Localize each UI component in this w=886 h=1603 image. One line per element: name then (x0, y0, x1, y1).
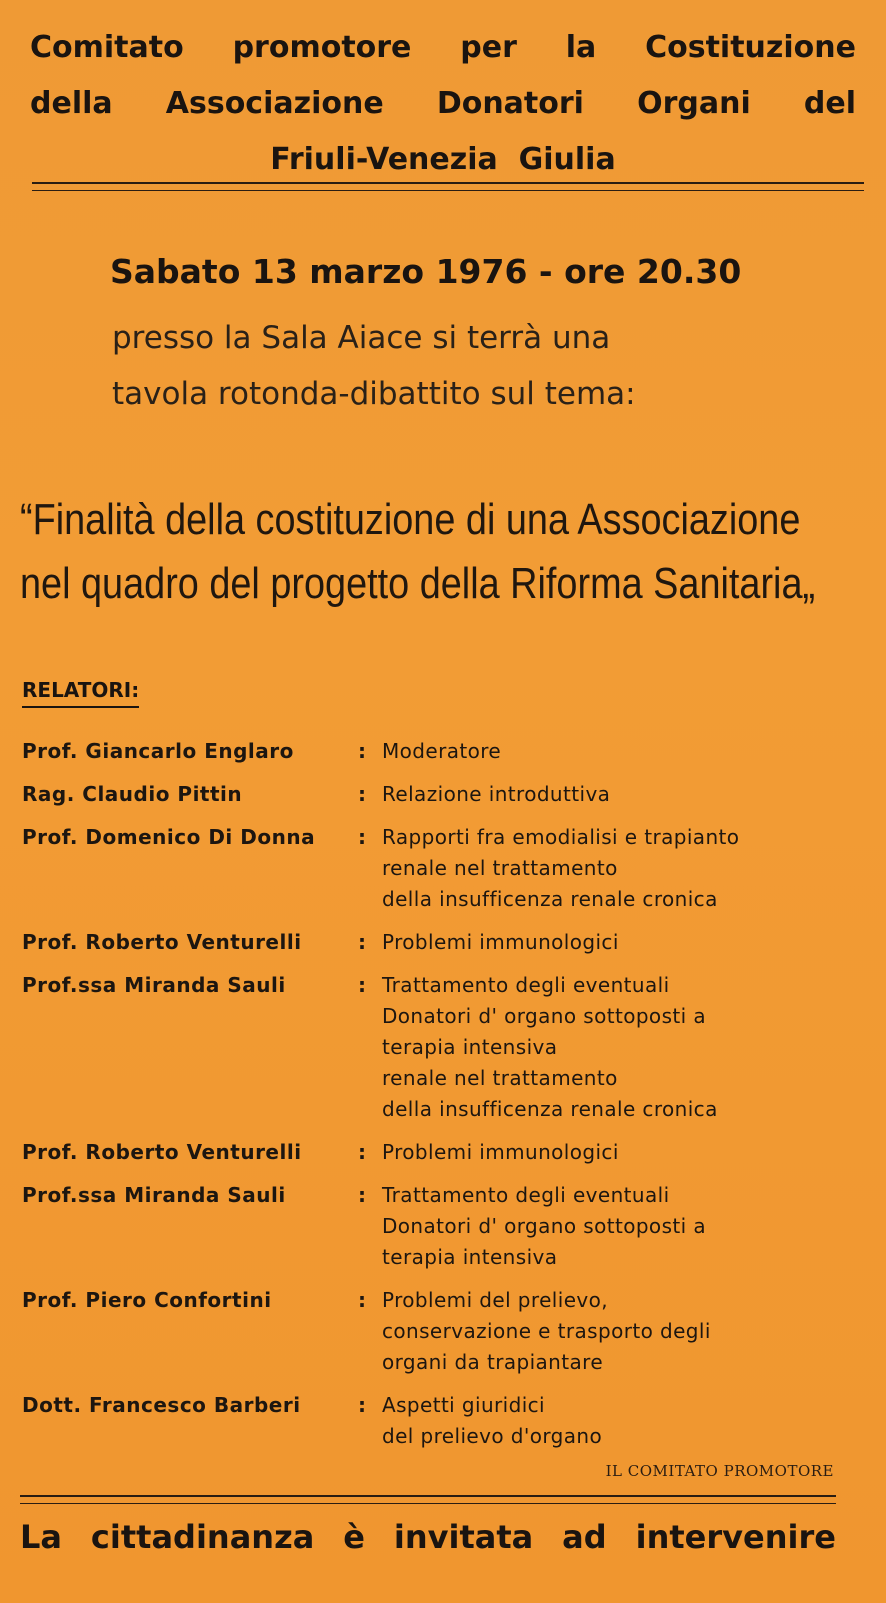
speaker-topic-line: organi da trapiantare (382, 1350, 604, 1374)
speaker-separator: : (358, 973, 366, 997)
event-date-time: Sabato 13 marzo 1976 - ore 20.30 (110, 252, 742, 291)
speaker-topic-line: renale nel trattamento (382, 856, 618, 880)
speaker-topic-line: Donatori d' organo sottoposti a (382, 1214, 707, 1238)
intro-line-1: presso la Sala Aiace si terrà una (112, 320, 611, 356)
speaker-row (22, 1390, 852, 1452)
speaker-topic-line: renale nel trattamento (382, 1066, 618, 1090)
speaker-topic-line: Problemi del prelievo, (382, 1288, 609, 1312)
speaker-name: Prof.ssa Miranda Sauli (22, 973, 286, 997)
theme-line-2: nel quadro del progetto della Riforma Sanitaria„ (20, 559, 816, 608)
speaker-topic (382, 970, 852, 1125)
speaker-name: Prof. Domenico Di Donna (22, 825, 316, 849)
speaker-separator: : (358, 1183, 366, 1207)
header-line-2: della Associazione Donatori Organi del (30, 86, 856, 121)
header-divider (32, 182, 864, 191)
speaker-topic-line: terapia intensiva (382, 1035, 558, 1059)
speaker-row (22, 822, 852, 915)
speaker-name: Rag. Claudio Pittin (22, 782, 243, 806)
speaker-separator: : (358, 1393, 366, 1417)
speaker-topic-line: del prelievo d'organo (382, 1424, 603, 1448)
speaker-name: Prof.ssa Miranda Sauli (22, 1183, 286, 1207)
speaker-separator: : (358, 782, 366, 806)
speaker-topic-line: Rapporti fra emodialisi e trapianto (382, 825, 740, 849)
header-line-3: Friuli-Venezia Giulia (270, 142, 616, 177)
speaker-topic-line: terapia intensiva (382, 1245, 558, 1269)
speaker-separator: : (358, 825, 366, 849)
poster-header (20, 20, 866, 188)
speaker-name: Prof. Piero Confortini (22, 1288, 272, 1312)
theme-line-1: “Finalità della costituzione di una Associazione (20, 495, 801, 544)
speaker-row (22, 1137, 852, 1168)
signature: IL COMITATO PROMOTORE (605, 1462, 834, 1480)
speaker-topic (382, 1180, 852, 1273)
speaker-name: Prof. Roberto Venturelli (22, 930, 302, 954)
speaker-row (22, 736, 852, 767)
speakers-list (22, 736, 852, 1464)
speaker-separator: : (358, 739, 366, 763)
speaker-topic (382, 779, 852, 810)
speaker-topic-line: Aspetti giuridici (382, 1393, 546, 1417)
speaker-name: Dott. Francesco Barberi (22, 1393, 301, 1417)
speaker-row (22, 927, 852, 958)
speaker-topic-line: Relazione introduttiva (382, 782, 611, 806)
speaker-row (22, 779, 852, 810)
speaker-row (22, 1285, 852, 1378)
speaker-topic-line: Trattamento degli eventuali (382, 1183, 670, 1207)
speaker-topic-line: Donatori d' organo sottoposti a (382, 1004, 707, 1028)
speaker-topic (382, 736, 852, 767)
speaker-row (22, 970, 852, 1125)
speaker-topic-line: Trattamento degli eventuali (382, 973, 670, 997)
speaker-separator: : (358, 930, 366, 954)
speaker-topic-line: Problemi immunologici (382, 930, 619, 954)
speaker-topic (382, 927, 852, 958)
speaker-name: Prof. Giancarlo Englaro (22, 739, 294, 763)
speaker-separator: : (358, 1140, 366, 1164)
debate-theme (20, 488, 871, 616)
footer-invitation: La cittadinanza è invitata ad intervenire (20, 1518, 836, 1556)
intro-line-2: tavola rotonda-dibattito sul tema: (112, 376, 636, 412)
speaker-separator: : (358, 1288, 366, 1312)
speaker-topic (382, 822, 852, 915)
speaker-topic-line: della insufficenza renale cronica (382, 1097, 718, 1121)
speaker-topic-line: Moderatore (382, 739, 502, 763)
speaker-topic (382, 1137, 852, 1168)
speaker-name: Prof. Roberto Venturelli (22, 1140, 302, 1164)
event-intro (112, 310, 812, 422)
speaker-topic (382, 1390, 852, 1452)
speaker-topic (382, 1285, 852, 1378)
footer-divider (20, 1495, 836, 1504)
header-line-1: Comitato promotore per la Costituzione (30, 30, 856, 65)
speaker-topic-line: conservazione e trasporto degli (382, 1319, 711, 1343)
relatori-heading: RELATORI: (22, 678, 139, 708)
speaker-topic-line: della insufficenza renale cronica (382, 887, 718, 911)
speaker-topic-line: Problemi immunologici (382, 1140, 619, 1164)
speaker-row (22, 1180, 852, 1273)
